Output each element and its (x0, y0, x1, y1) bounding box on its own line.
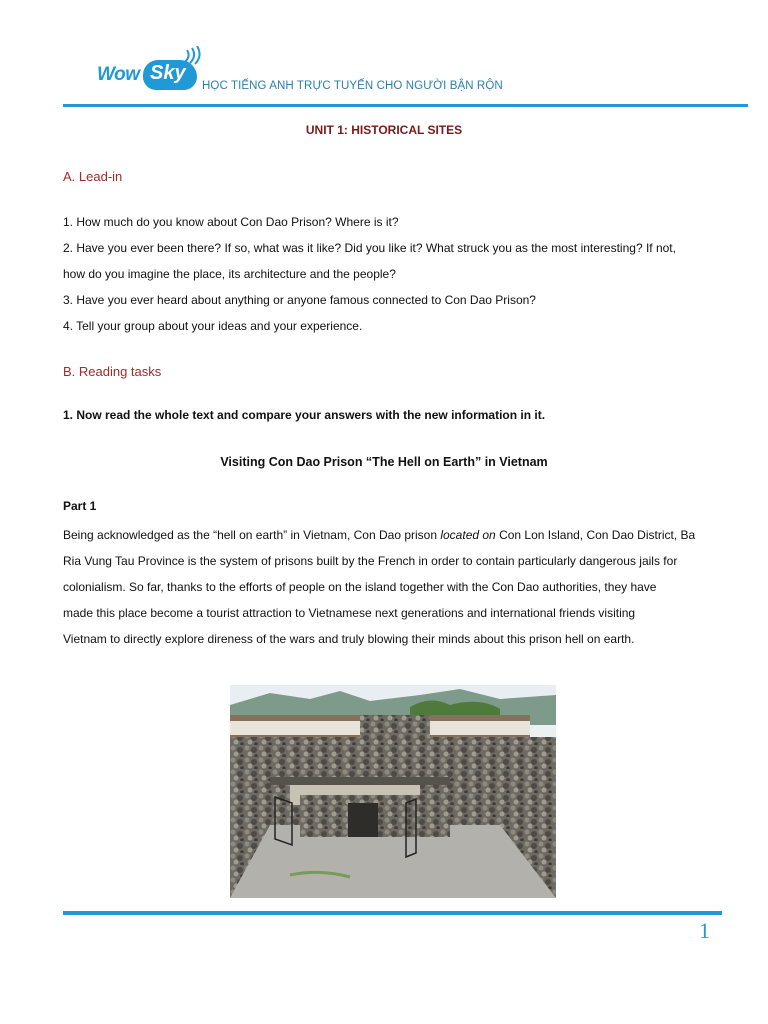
paragraph-line: colonialism. So far, thanks to the efforts of people on the island together with the Con Dao authorities, they have (63, 580, 657, 594)
wowsky-logo (95, 46, 207, 98)
emphasis-text: located on (440, 528, 496, 542)
header-tagline: HỌC TIẾNG ANH TRỰC TUYẾN CHO NGƯỜI BẬN RỘN (202, 80, 503, 92)
logo-sky-text: Sky (150, 62, 186, 84)
page-number: 1 (699, 918, 710, 943)
question-line: 4. Tell your group about your ideas and your experience. (63, 319, 363, 333)
question-line: 3. Have you ever heard about anything or anyone famous connected to Con Dao Prison? (63, 293, 536, 307)
reading-title: Visiting Con Dao Prison “The Hell on Earth” in Vietnam (220, 455, 548, 469)
paragraph-line: Being acknowledged as the “hell on earth” in Vietnam, Con Dao prison located on Con Lon Island, Con Dao District, Ba (63, 528, 696, 542)
unit-title: UNIT 1: HISTORICAL SITES (305, 123, 463, 137)
section-b-heading: B. Reading tasks (63, 364, 162, 379)
section-a-heading: A. Lead-in (63, 169, 123, 184)
question-line: how do you imagine the place, its architecture and the people? (63, 267, 396, 281)
reading-paragraph (63, 522, 723, 652)
lead-in-questions (63, 209, 733, 339)
con-dao-prison-photo (230, 685, 556, 898)
logo-wow-text: Wow (97, 64, 140, 85)
paragraph-line: Vietnam to directly explore direness of the wars and truly blowing their minds about this prison hell on earth. (63, 632, 635, 646)
question-line: 1. How much do you know about Con Dao Prison? Where is it? (63, 215, 399, 229)
question-line: 2. Have you ever been there? If so, what was it like? Did you like it? What struck you as the most interesting? If not, (63, 241, 676, 255)
paragraph-line: made this place become a tourist attraction to Vietnamese next generations and international friends visiting (63, 606, 636, 620)
part-label: Part 1 (63, 499, 97, 513)
header-divider (63, 104, 748, 107)
reading-task-1: 1. Now read the whole text and compare your answers with the new information in it. (63, 408, 546, 422)
page-header (95, 46, 735, 98)
paragraph-line: Ria Vung Tau Province is the system of prisons built by the French in order to contain particularly dangerous jails for (63, 554, 678, 568)
footer-divider (63, 911, 722, 915)
